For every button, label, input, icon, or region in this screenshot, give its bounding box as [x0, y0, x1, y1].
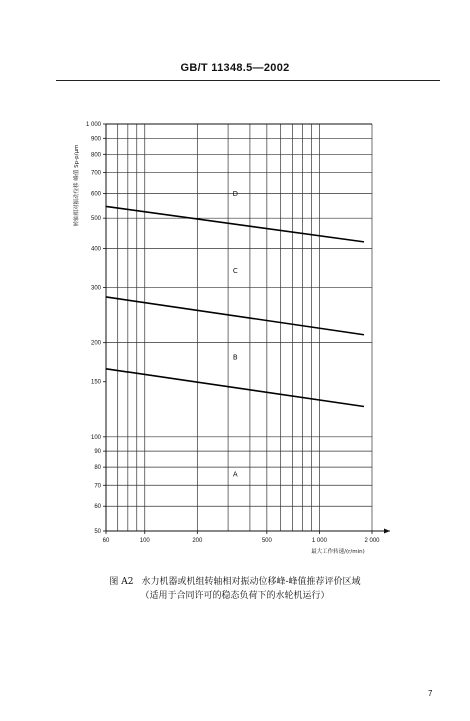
x-tick-label: 60 — [102, 538, 110, 544]
y-tick-label: 60 — [94, 504, 101, 511]
y-tick-label: 300 — [90, 285, 101, 292]
zone-label: D — [232, 189, 239, 198]
x-axis-title: 最大工作转速/(r/min) — [311, 549, 365, 555]
document-header: GB/T 11348.5—2002 — [180, 62, 290, 74]
x-tick-label: 500 — [261, 538, 272, 544]
y-tick-label: 80 — [94, 465, 101, 472]
zone-label: A — [232, 470, 238, 479]
y-tick-label: 90 — [94, 449, 101, 456]
y-tick-label: 200 — [90, 340, 101, 347]
figure-label: 图 A2 — [109, 577, 134, 587]
chart-grid — [106, 124, 372, 531]
y-tick-label: 100 — [90, 434, 101, 441]
y-tick-label: 70 — [94, 483, 101, 490]
y-tick-label: 800 — [90, 152, 101, 159]
figure-caption — [0, 575, 470, 603]
x-tick-label: 100 — [139, 538, 150, 544]
y-tick-label: 150 — [90, 379, 101, 386]
y-tick-label: 500 — [90, 216, 101, 223]
x-axis-arrow — [384, 529, 390, 534]
x-tick-label: 1 000 — [311, 538, 327, 544]
zone-label: B — [232, 353, 238, 362]
figure-subtitle: （适用于合同许可的稳态负荷下的水轮机运行） — [140, 591, 330, 601]
y-tick-label: 400 — [90, 246, 101, 253]
y-tick-label: 50 — [94, 529, 101, 535]
x-tick-label: 2 000 — [364, 538, 380, 544]
chart-frame — [103, 124, 390, 534]
figure-title: 水力机器或机组转轴相对振动位移峰-峰值推荐评价区域 — [141, 577, 361, 587]
chart-labels — [72, 122, 380, 555]
y-tick-label: 600 — [90, 191, 101, 198]
y-tick-label: 1 000 — [85, 122, 101, 128]
x-tick-label: 200 — [192, 538, 203, 544]
y-tick-label: 700 — [90, 170, 101, 177]
zone-label: C — [232, 267, 238, 276]
y-tick-label: 900 — [90, 136, 101, 143]
page-number: 7 — [428, 689, 433, 698]
y-axis-title: 转轴相对振动位移 峰值 Sp-p/μm — [74, 144, 80, 227]
